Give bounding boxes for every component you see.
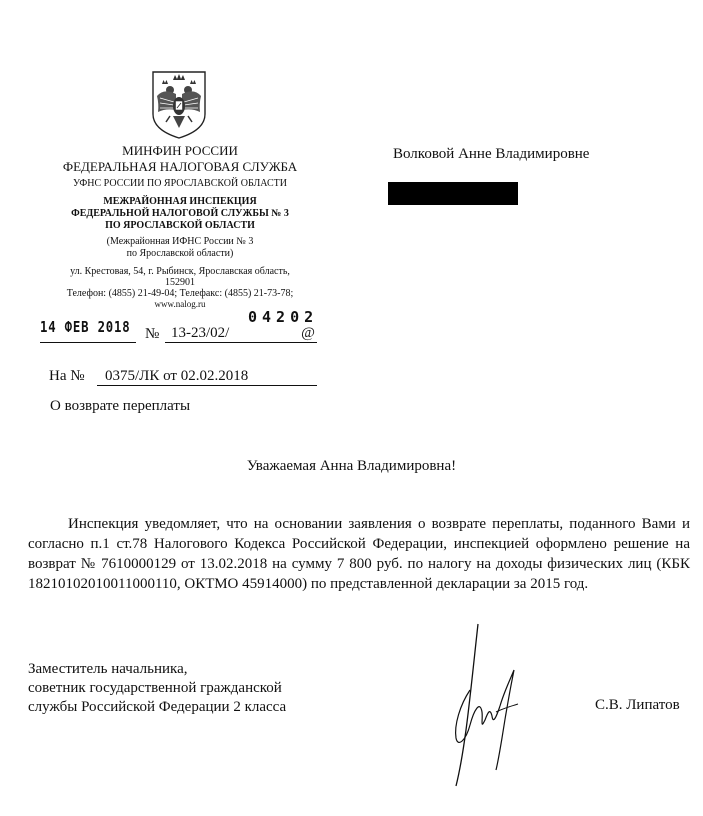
header-short-name-line1: (Межрайонная ИФНС России № 3 [106,236,254,247]
header-website: www.nalog.ru [154,299,206,309]
outgoing-number-stamp: 04202 [248,308,319,326]
date-stamp: 14 ФЕВ 2018 [40,318,131,336]
header-ufns: УФНС РОССИИ ПО ЯРОСЛАВСКОЙ ОБЛАСТИ [73,178,287,189]
header-address-line2: 152901 [165,277,195,288]
reply-to-value: 0375/ЛК от 02.02.2018 [105,368,249,384]
signatory-name: С.В. Липатов [595,697,680,713]
outgoing-number-prefix: 13-23/02/ [171,325,230,341]
redacted-address-block [388,182,518,205]
header-short-name-line2: по Ярославской области) [126,248,234,259]
signatory-position-line1: Заместитель начальника, [28,661,188,677]
outgoing-number-label: № [145,326,160,342]
outgoing-number-suffix: @ [301,325,315,341]
reply-to-label: На № [49,368,85,384]
header-address-line1: ул. Крестовая, 54, г. Рыбинск, Ярославская область, [70,266,290,277]
recipient-name: Волковой Анне Владимировне [393,146,590,162]
header-inspection-line1: МЕЖРАЙОННАЯ ИНСПЕКЦИЯ [103,196,257,207]
header-inspection-line2: ФЕДЕРАЛЬНОЙ НАЛОГОВОЙ СЛУЖБЫ № 3 [71,208,289,219]
reply-to-field [97,366,317,386]
header-service: ФЕДЕРАЛЬНАЯ НАЛОГОВАЯ СЛУЖБА [62,159,298,174]
date-field [40,318,136,343]
header-inspection-line3: ПО ЯРОСЛАВСКОЙ ОБЛАСТИ [105,220,255,231]
coat-of-arms-emblem [150,70,208,140]
letter-body: Инспекция уведомляет, что на основании заявления о возврате переплаты, поданного Вами и согласно п.1 ст.78 Налогового Кодекса Российской Федерации, инспекцией оформлено решение на возврат № 7610000129 от 13.02.2018 на сумму 7 800 руб. по налогу на доходы физических лиц (КБК 18210102010011000110, ОКТМО 45914000) по представленной декларации за 2015 год. [28,516,690,592]
signatory-position-line3: службы Российской Федерации 2 класса [28,699,287,715]
signatory-position-line2: советник государственной гражданской [28,680,282,696]
header-phones: Телефон: (4855) 21-49-04; Телефакс: (4855) 21-73-78; [66,288,294,299]
salutation: Уважаемая Анна Владимировна! [246,458,457,474]
header-ministry: МИНФИН РОССИИ [122,143,238,158]
handwritten-signature [430,620,530,790]
letter-subject: О возврате переплаты [50,398,191,414]
